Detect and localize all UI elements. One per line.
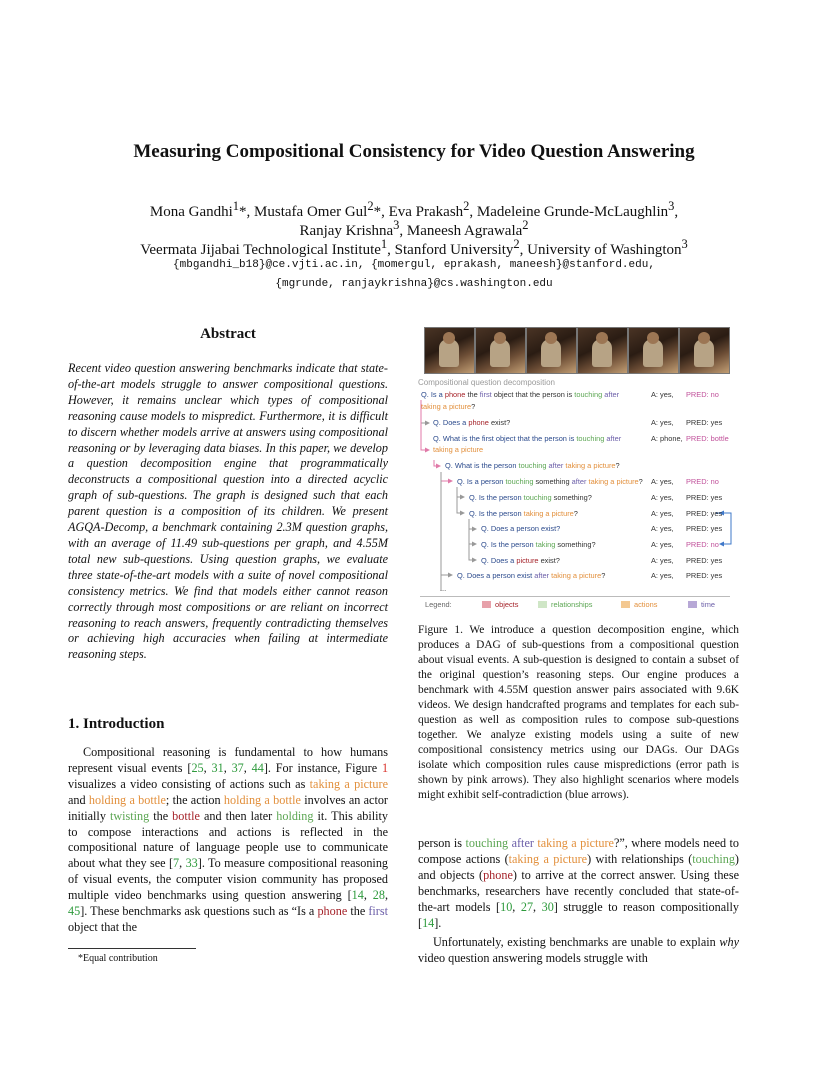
- ground-truth-answer: A: yes,: [651, 477, 674, 486]
- sub-question: Q. Is the person touching something?: [469, 493, 592, 502]
- ground-truth-answer: A: yes,: [651, 418, 674, 427]
- legend-actions: actions: [621, 600, 657, 609]
- footnote: *Equal contribution: [78, 953, 158, 964]
- ground-truth-answer: A: yes,: [651, 571, 674, 580]
- prediction: PRED: yes: [686, 556, 723, 565]
- abstract-heading: Abstract: [200, 326, 256, 342]
- edge: [457, 487, 464, 497]
- citation-link[interactable]: 33: [185, 856, 198, 871]
- ground-truth-answer: A: yes,: [651, 540, 674, 549]
- prediction: PRED: yes: [686, 571, 723, 580]
- sub-question: taking a picture?: [421, 402, 476, 411]
- sub-question: Q. Is the person taking something?: [481, 540, 596, 549]
- video-frame-icon: [577, 327, 628, 374]
- edge: [469, 519, 476, 544]
- edge: [469, 519, 476, 560]
- intro-continued: person is touching after taking a picture?”, where models need to compose actions (taking a picture) with relationships (touching) and objects (phone) to arrive at the correct answer. Using these benchmarks, researchers have recently concluded that state-of-the-art models [10, 27, 30] struggle to reason compositionally [14]. Unfortunately, existing benchmarks are unable to explain why video question answering models struggle with: [418, 836, 739, 966]
- prediction: PRED: yes: [686, 524, 723, 533]
- wrong-prediction: PRED: bottle: [686, 434, 729, 443]
- sub-question: Q. Does a person exist after taking a picture?: [457, 571, 606, 580]
- video-frame-icon: [526, 327, 577, 374]
- edge: [441, 472, 452, 575]
- citation-link[interactable]: 30: [541, 899, 554, 914]
- ground-truth-answer: A: phone,: [651, 434, 683, 443]
- paper-title: Measuring Compositional Consistency for Video Question Answering: [133, 141, 695, 162]
- citation-link[interactable]: 7: [173, 856, 180, 871]
- intro-paragraph: Compositional reasoning is fundamental to how humans represent visual events [25, 31, 37, 44]. For instance, Figure 1 visualizes a video consisting of actions such as taking a picture and holding a bottle; the action holding a bottle involves an actor initially twisting the bottle and then later holding it. This ability to compose interactions and actions is reflected in the compositional nature of language people use to communicate about what they see [7, 33]. To measure compositional reasoning of visual events, the computer vision community has proposed multiple video benchmarks using question answering [14, 28, 45]. These benchmarks ask questions such as “Is a phone the first object that the: [68, 745, 389, 934]
- figure-ref-link[interactable]: 1: [381, 760, 389, 775]
- sub-question: Q. Is a person touching something after taking a picture?: [457, 477, 643, 486]
- more-ellipsis: ...: [440, 584, 447, 593]
- citation-link[interactable]: 10: [500, 899, 513, 914]
- sub-question: Q. What is the person touching after taking a picture?: [445, 461, 620, 470]
- legend-objects: objects: [482, 600, 518, 609]
- error-edge: [434, 460, 440, 466]
- wrong-prediction: PRED: no: [686, 477, 719, 486]
- citation-link[interactable]: 14: [422, 915, 435, 930]
- wrong-prediction: PRED: no: [686, 540, 719, 549]
- prediction: PRED: yes: [686, 509, 723, 518]
- wrong-prediction: PRED: no: [686, 390, 719, 399]
- sub-question: Q. What is the first object that the person is touching after: [433, 434, 622, 443]
- ground-truth-answer: A: yes,: [651, 556, 674, 565]
- ground-truth-answer: A: yes,: [651, 493, 674, 502]
- author-line-1: Mona Gandhi$^1$*, Mustafa Omer Gul$^2$*, Eva Prakash$^2$, Madeleine Grunde-McLaughlin$^3$,: [149, 199, 679, 220]
- sub-question: taking a picture: [433, 445, 484, 454]
- citation-link[interactable]: 31: [211, 760, 224, 775]
- video-frame-icon: [424, 327, 475, 374]
- citation-link[interactable]: 45: [68, 904, 81, 919]
- prediction: PRED: yes: [686, 418, 723, 427]
- ground-truth-answer: A: yes,: [651, 390, 674, 399]
- email-line-1: {mbgandhi_b18}@ce.vjti.ac.in, {momergul, eprakash, maneesh}@stanford.edu,: [173, 259, 655, 271]
- video-frame-icon: [475, 327, 526, 374]
- sub-question: Q. Does a person exist?: [481, 524, 561, 533]
- figure-legend: Legend: objects relationships actions time: [420, 596, 730, 611]
- citation-link[interactable]: 28: [372, 888, 385, 903]
- figure-caption: Figure 1. We introduce a question decomposition engine, which produces a DAG of sub-questions from a compositional question about visual events. A sub-question is designed to contain a subset of the original question’s reasoning steps. Our engine produces a benchmark with 4.55M question answer pairs associated with 9.6K videos. We design handcrafted programs and templates for each sub-question as well as composition rules to compose sub-questions together. We analyze existing models using a suite of new compositional consistency metrics using our DAGs. Our DAGs isolate which composition rules cause mispredictions (error path is shown by pink arrows). They also highlight scenarios where models might exhibit self-contradiction (blue arrows).: [418, 624, 739, 801]
- intro-heading: 1. Introduction: [68, 716, 165, 732]
- legend-relationships: relationships: [538, 600, 593, 609]
- figure-title: Compositional question decomposition: [418, 378, 555, 387]
- video-frame-icon: [628, 327, 679, 374]
- edge: [469, 519, 476, 529]
- email-line-2: {mgrunde, ranjaykrishna}@cs.washington.edu: [275, 278, 553, 290]
- affiliations: Veermata Jijabai Technological Institute$^1$, Stanford University$^2$, University of Washington$^3$: [140, 237, 688, 258]
- sub-question: Q. Does a picture exist?: [481, 556, 560, 565]
- video-frame-icon: [679, 327, 730, 374]
- edge: [457, 487, 464, 513]
- ground-truth-answer: A: yes,: [651, 524, 674, 533]
- prediction: PRED: yes: [686, 493, 723, 502]
- citation-link[interactable]: 27: [520, 899, 534, 914]
- error-edge: [441, 472, 452, 481]
- citation-link[interactable]: 25: [191, 760, 204, 775]
- sub-question: Q. Is the person taking a picture?: [469, 509, 578, 518]
- citation-link[interactable]: 14: [351, 888, 364, 903]
- citation-link[interactable]: 44: [251, 760, 264, 775]
- sub-question: Q. Does a phone exist?: [433, 418, 511, 427]
- footnote-rule: [68, 948, 196, 949]
- citation-link[interactable]: 37: [231, 760, 244, 775]
- abstract-text: Recent video question answering benchmarks indicate that state-of-the-art models struggle to answer compositional questions. However, it remains unclear which types of compositional reasoning cause models to mispredict. Furthermore, it is difficult to discern whether models arrive at answers using compositional reasoning or by leveraging data biases. In this paper, we develop a question decomposition engine that programmatically deconstructs a compositional question into a directed acyclic graph of sub-questions. The graph is designed such that each parent question is a composition of its children. We present AGQA-Decomp, a benchmark containing 2.3M question graphs, with an average of 11.49 sub-questions per graph, and 4.55M total new sub-questions. Using question graphs, we evaluate three state-of-the-art models with a suite of novel compositional consistency metrics. We find that models either cannot reason correctly through most compositions or are reliant on incorrect reasoning to reach answers, frequently contradicting themselves or achieving high accuracies when failing at intermediate reasoning steps.: [68, 361, 388, 662]
- sub-question: Q. Is a phone the first object that the person is touching after: [421, 390, 620, 399]
- ground-truth-answer: A: yes,: [651, 509, 674, 518]
- author-line-2: Ranjay Krishna$^3$, Maneesh Agrawala$^2$: [299, 218, 529, 239]
- legend-time: time: [688, 600, 715, 609]
